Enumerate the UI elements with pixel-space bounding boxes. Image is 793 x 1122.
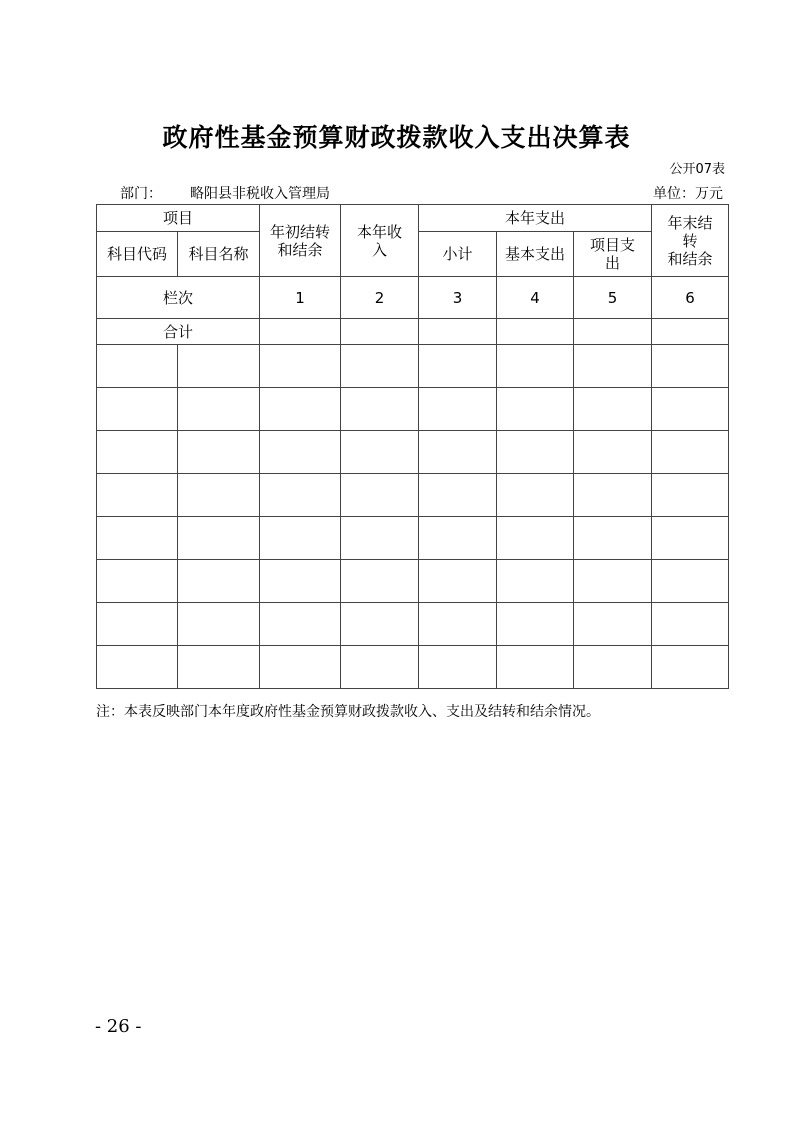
header-project-line1: 项目支 [590, 236, 636, 254]
column-index-4: 4 [497, 277, 574, 319]
column-index-1: 1 [260, 277, 341, 319]
table-cell [574, 560, 652, 603]
table-row [97, 517, 729, 560]
table-cell [574, 517, 652, 560]
table-cell [652, 431, 729, 474]
table-cell [497, 646, 574, 689]
header-income [341, 205, 419, 277]
table-cell [260, 345, 341, 388]
table-cell [497, 388, 574, 431]
table-cell [419, 646, 497, 689]
table-cell [652, 388, 729, 431]
column-index-3: 3 [419, 277, 497, 319]
table-cell [497, 431, 574, 474]
column-index-label: 栏次 [97, 277, 260, 319]
table-cell [97, 474, 178, 517]
table-cell [497, 474, 574, 517]
table-cell [97, 646, 178, 689]
table-cell [341, 474, 419, 517]
table-cell [497, 517, 574, 560]
table-cell [178, 388, 260, 431]
table-cell [178, 560, 260, 603]
total-cell [341, 319, 419, 345]
total-row-label: 合计 [97, 319, 260, 345]
table-cell [341, 388, 419, 431]
table-cell [178, 603, 260, 646]
table-row [97, 603, 729, 646]
table-row [97, 345, 729, 388]
department-name: 略阳县非税收入管理局 [190, 186, 330, 202]
budget-table [96, 204, 729, 689]
table-cell [260, 603, 341, 646]
table-cell [97, 431, 178, 474]
table-cell [260, 560, 341, 603]
table-cell [652, 560, 729, 603]
department-label: 部门： [120, 186, 162, 202]
page-title: 政府性基金预算财政拨款收入支出决算表 [162, 123, 631, 152]
header-basic-expenditure: 基本支出 [497, 232, 574, 277]
table-cell [652, 646, 729, 689]
total-cell [574, 319, 652, 345]
table-cell [341, 646, 419, 689]
table-cell [652, 345, 729, 388]
table-cell [178, 345, 260, 388]
table-cell [341, 345, 419, 388]
table-row [97, 388, 729, 431]
table-cell [97, 517, 178, 560]
header-project-line2: 出 [605, 254, 621, 272]
table-cell [97, 603, 178, 646]
header-end-balance-line2: 转 [682, 231, 698, 250]
table-cell [341, 560, 419, 603]
table-cell [419, 474, 497, 517]
table-cell [341, 603, 419, 646]
page-number: - 26 - [95, 1016, 142, 1037]
total-cell [497, 319, 574, 345]
table-cell [260, 431, 341, 474]
table-cell [419, 345, 497, 388]
table-cell [574, 603, 652, 646]
table-cell [497, 345, 574, 388]
table-cell [497, 603, 574, 646]
table-cell [652, 603, 729, 646]
table-row [97, 431, 729, 474]
header-begin-balance-line2: 和结余 [277, 240, 323, 259]
table-cell [419, 603, 497, 646]
table-cell [574, 646, 652, 689]
table-cell [497, 560, 574, 603]
table-cell [178, 474, 260, 517]
table-row [97, 646, 729, 689]
total-cell [260, 319, 341, 345]
table-row [97, 560, 729, 603]
header-income-line2: 入 [372, 240, 388, 259]
table-cell [419, 517, 497, 560]
table-row [97, 474, 729, 517]
footnote: 注：本表反映部门本年度政府性基金预算财政拨款收入、支出及结转和结余情况。 [96, 704, 600, 720]
table-cell [97, 560, 178, 603]
unit-label: 单位：万元 [653, 186, 723, 202]
table-cell [341, 431, 419, 474]
table-cell [260, 517, 341, 560]
header-expenditure: 本年支出 [419, 205, 652, 232]
form-number: 公开07表 [669, 162, 725, 177]
header-subject-code: 科目代码 [97, 232, 178, 277]
table-cell [260, 388, 341, 431]
column-index-6: 6 [652, 277, 729, 319]
table-cell [574, 345, 652, 388]
table-cell [97, 388, 178, 431]
header-end-balance [652, 205, 729, 277]
header-end-balance-line3: 和结余 [667, 249, 713, 268]
header-item: 项目 [97, 205, 260, 232]
column-index-2: 2 [341, 277, 419, 319]
table-cell [574, 474, 652, 517]
header-subject-name: 科目名称 [178, 232, 260, 277]
header-income-line1: 本年收 [357, 222, 403, 241]
table-cell [260, 646, 341, 689]
header-end-balance-line1: 年末结 [667, 213, 713, 232]
total-cell [652, 319, 729, 345]
table-cell [574, 388, 652, 431]
table-cell [419, 560, 497, 603]
table-cell [652, 517, 729, 560]
table-cell [178, 646, 260, 689]
header-subtotal: 小计 [419, 232, 497, 277]
table-cell [178, 431, 260, 474]
table-cell [341, 517, 419, 560]
table-cell [178, 517, 260, 560]
table-cell [260, 474, 341, 517]
header-project-expenditure [574, 232, 652, 277]
table-cell [97, 345, 178, 388]
table-cell [652, 474, 729, 517]
total-cell [419, 319, 497, 345]
table-cell [419, 388, 497, 431]
column-index-5: 5 [574, 277, 652, 319]
header-begin-balance-line1: 年初结转 [270, 222, 331, 241]
table-cell [419, 431, 497, 474]
header-begin-balance [260, 205, 341, 277]
table-cell [574, 431, 652, 474]
